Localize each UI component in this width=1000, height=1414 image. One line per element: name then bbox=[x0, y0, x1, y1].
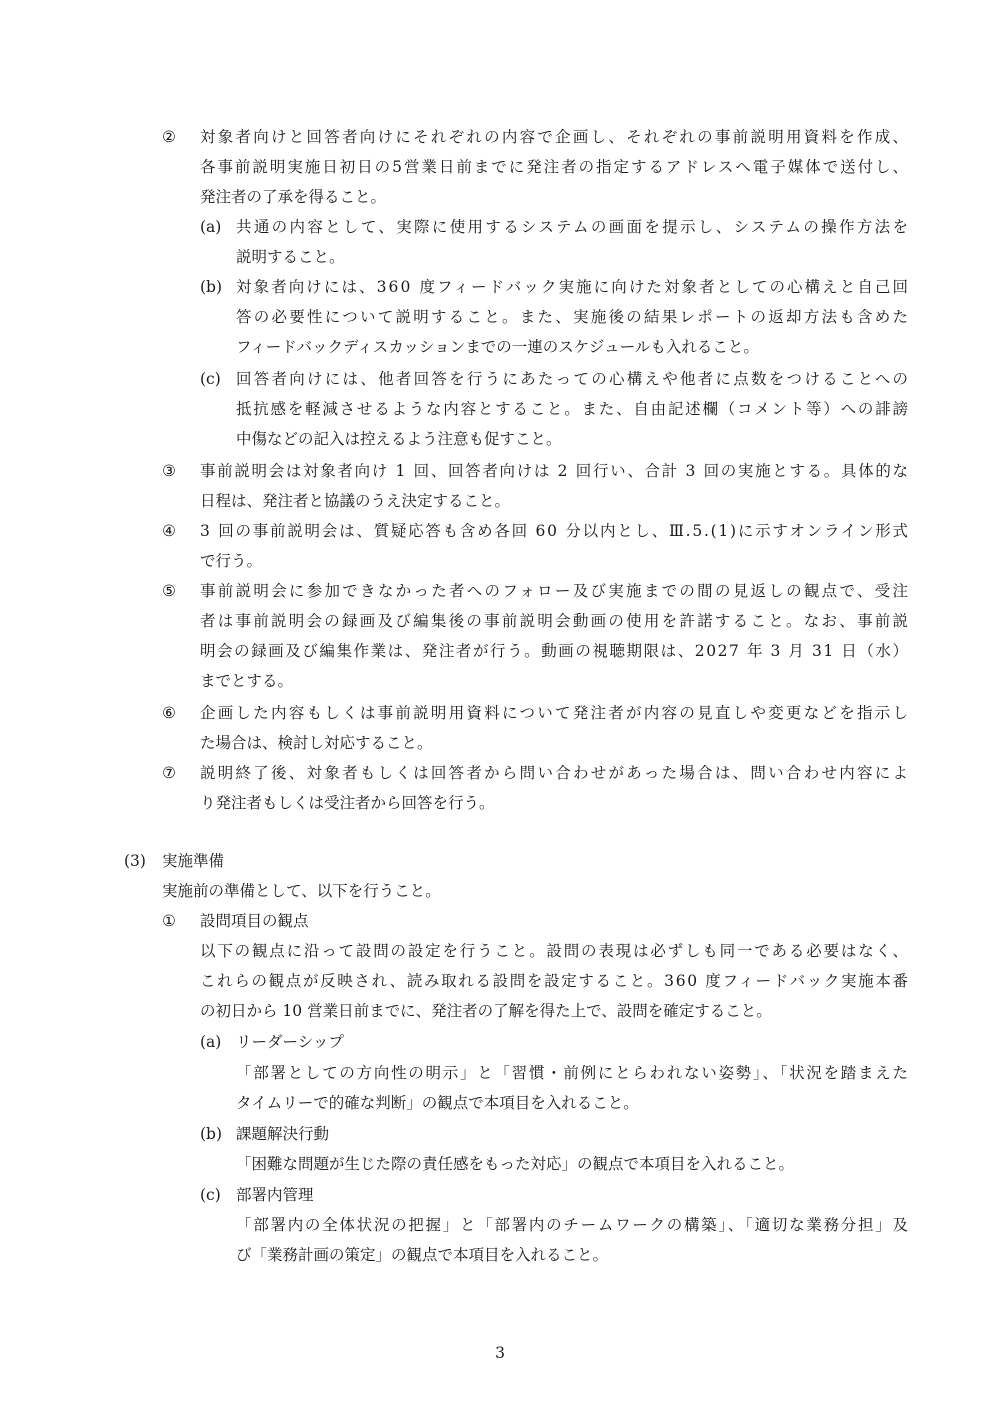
text-line: 「困難な問題が生じた際の責任感をもった対応」の観点で本項目を入れること。 bbox=[236, 1155, 795, 1173]
text-line: 実施前の準備として、以下を行うこと。 bbox=[162, 882, 441, 900]
item-marker: ⑦ bbox=[162, 764, 176, 782]
text-line: 明会の録画及び編集作業は、発注者が行う。動画の視聴期限は、2027 年 3 月 31 日（水） bbox=[200, 642, 910, 660]
text-line: リーダーシップ bbox=[236, 1033, 344, 1051]
text-line: 各事前説明実施日初日の5営業日前までに発注者の指定するアドレスへ電子媒体で送付し、 bbox=[200, 158, 910, 176]
text-line: 共通の内容として、実際に使用するシステムの画面を提示し、システムの操作方法を bbox=[236, 218, 911, 236]
item-marker: ⑤ bbox=[162, 582, 176, 600]
text-line: の初日から 10 営業日前までに、発注者の了解を得た上で、設問を確定すること。 bbox=[200, 1002, 772, 1020]
text-line: 中傷などの記入は控えるよう注意も促すこと。 bbox=[236, 430, 562, 448]
text-line: び「業務計画の策定」の観点で本項目を入れること。 bbox=[236, 1246, 609, 1264]
text-line: た場合は、検討し対応すること。 bbox=[200, 734, 433, 752]
text-line: 説明すること。 bbox=[236, 248, 345, 266]
text-line: 3 回の事前説明会は、質疑応答も含め各回 60 分以内とし、Ⅲ.5.(1)に示すオンライン形式 bbox=[200, 522, 910, 540]
text-line: 「部署内の全体状況の把握」と「部署内のチームワークの構築」、「適切な業務分担」及 bbox=[236, 1216, 910, 1234]
text-line: 答の必要性について説明すること。また、実施後の結果レポートの返却方法も含めた bbox=[236, 308, 911, 326]
text-line: 企画した内容もしくは事前説明用資料について発注者が内容の見直しや変更などを指示し bbox=[200, 704, 911, 722]
item-marker: (3) bbox=[124, 852, 146, 870]
text-line: り発注者もしくは受注者から回答を行う。 bbox=[200, 794, 495, 812]
item-marker: (c) bbox=[200, 370, 221, 388]
text-line: 課題解決行動 bbox=[236, 1125, 330, 1143]
item-marker: (a) bbox=[200, 218, 222, 236]
text-line: 発注者の了承を得ること。 bbox=[200, 188, 387, 206]
text-line: フィードバックディスカッションまでの一連のスケジュールも入れること。 bbox=[236, 338, 759, 356]
text-line: 実施準備 bbox=[162, 852, 225, 870]
text-line: 回答者向けには、他者回答を行うにあたっての心構えや他者に点数をつけることへの bbox=[236, 370, 911, 388]
item-marker: (b) bbox=[200, 1125, 223, 1143]
item-marker: (a) bbox=[200, 1033, 222, 1051]
text-line: で行う。 bbox=[200, 552, 263, 570]
text-line: 「部署としての方向性の明示」と「習慣・前例にとらわれない姿勢」、「状況を踏まえた bbox=[236, 1064, 910, 1082]
text-line: タイムリーで的確な判断」の観点で本項目を入れること。 bbox=[236, 1094, 639, 1112]
item-marker: ① bbox=[162, 912, 176, 930]
page-number: 3 bbox=[495, 1344, 505, 1362]
text-line: 説明終了後、対象者もしくは回答者から問い合わせがあった場合は、問い合わせ内容によ bbox=[200, 764, 911, 782]
item-marker: ⑥ bbox=[162, 704, 176, 722]
text-line: までとする。 bbox=[200, 672, 294, 690]
text-line: 対象者向けと回答者向けにそれぞれの内容で企画し、それぞれの事前説明用資料を作成、 bbox=[200, 128, 911, 146]
text-line: 対象者向けには、360 度フィードバック実施に向けた対象者としての心構えと自己回 bbox=[236, 278, 911, 296]
item-marker: (c) bbox=[200, 1186, 221, 1204]
item-marker: ② bbox=[162, 128, 176, 146]
text-line: 抵抗感を軽減させるような内容とすること。また、自由記述欄（コメント等）への誹謗 bbox=[236, 400, 910, 418]
text-line: 事前説明会は対象者向け 1 回、回答者向けは 2 回行い、合計 3 回の実施とする。具体的な bbox=[200, 462, 910, 480]
item-marker: ④ bbox=[162, 522, 176, 540]
text-line: 以下の観点に沿って設問の設定を行うこと。設問の表現は必ずしも同一である必要はなく、 bbox=[200, 942, 910, 960]
text-line: 者は事前説明会の録画及び編集後の事前説明会動画の使用を許諾すること。なお、事前説 bbox=[200, 612, 911, 630]
item-marker: (b) bbox=[200, 278, 223, 296]
text-line: 部署内管理 bbox=[236, 1186, 314, 1204]
text-line: これらの観点が反映され、読み取れる設問を設定すること。360 度フィードバック実施本番 bbox=[200, 972, 910, 990]
item-marker: ③ bbox=[162, 462, 176, 480]
text-line: 設問項目の観点 bbox=[200, 912, 309, 930]
text-line: 日程は、発注者と協議のうえ決定すること。 bbox=[200, 492, 511, 510]
text-line: 事前説明会に参加できなかった者へのフォロー及び実施までの間の見返しの観点で、受注 bbox=[200, 582, 911, 600]
